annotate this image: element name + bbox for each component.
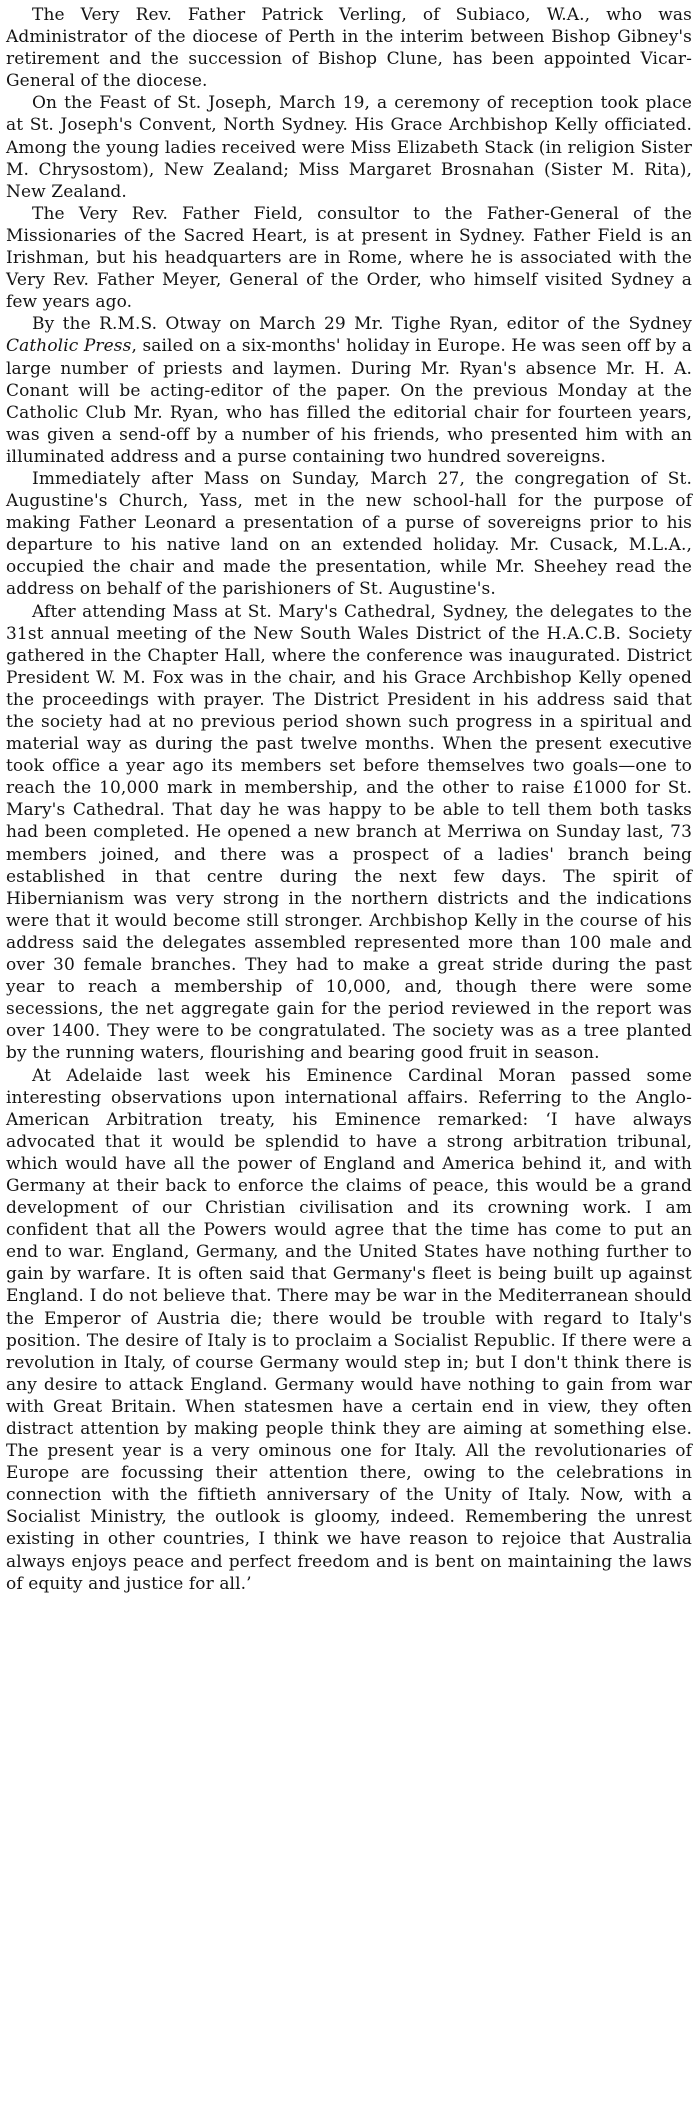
paragraph-cardinal-moran <box>6 1065 692 1595</box>
paragraph-tighe-ryan <box>6 313 692 468</box>
text-run: After attending Mass at St. Mary's Cathedral, Sydney, the delegates to the 31st annual meeting of the New South Wales District of the H.A.C.B. Society gathered in the Chapter Hall, where the conference was inaugurated. District President W. M. Fox was in the chair, and his Grace Archbishop Kelly opened the proceedings with prayer. The District President in his address said that the society had at no previous period shown such progress in a spiritual and material way as during the past twelve months. When the present executive took office a year ago its members set before themselves two goals—one to reach the 10,000 mark in membership, and the other to raise £1000 for St. Mary's Cathedral. That day he was happy to be able to tell them both tasks had been completed. He opened a new branch at Merriwa on Sunday last, 73 members joined, and there was a prospect of a ladies' branch being established in that centre during the next few days. The spirit of Hibernianism was very strong in the northern districts and the indications were that it would become still stronger. Archbishop Kelly in the course of his address said the delegates assembled represented more than 100 male and over 30 female branches. They had to make a great stride during the past year to reach a membership of 10,000, and, though there were some secessions, the net aggregate gain for the period reviewed in the report was over 1400. They were to be congratulated. The society was as a tree planted by the running waters, flourishing and bearing good fruit in season. <box>6 601 692 1064</box>
paragraph-reception-ceremony <box>6 92 692 202</box>
text-run: The Very Rev. Father Patrick Verling, of Subiaco, W.A., who was Administrator of the diocese of Perth in the interim between Bishop Gibney's retirement and the succession of Bishop Clune, has been appointed Vicar-General of the diocese. <box>6 5 692 92</box>
text-run: The Very Rev. Father Field, consultor to the Father-General of the Missionaries of the Sacred Heart, is at present in Sydney. Father Field is an Irishman, but his headquarters are in Rome, where he is associated with the Very Rev. Father Meyer, General of the Order, who himself visited Sydney a few years ago. <box>6 203 692 313</box>
text-run: , sailed on a six-months' holiday in Europe. He was seen off by a large number of priests and laymen. During Mr. Ryan's absence Mr. H. A. Conant will be acting-editor of the paper. On the previous Monday at the Catholic Club Mr. Ryan, who has filled the editorial chair for fourteen years, was given a send-off by a number of his friends, who presented him with an illuminated address and a purse containing two hundred sovereigns. <box>6 336 692 467</box>
text-run: On the Feast of St. Joseph, March 19, a ceremony of reception took place at St. Joseph's Convent, North Sydney. His Grace Archbishop Kelly officiated. Among the young ladies received were Miss Elizabeth Stack (in religion Sister M. Chrysostom), New Zealand; Miss Margaret Brosnahan (Sister M. Rita), New Zealand. <box>6 93 692 202</box>
italic-title: Catholic Press <box>6 336 132 357</box>
paragraph-father-field <box>6 203 692 313</box>
article-column <box>6 4 692 1595</box>
text-run: Immediately after Mass on Sunday, March 27, the congregation of St. Augustine's Church, Yass, met in the new school-hall for the purpose of making Father Leonard a presentation of a purse of sovereigns prior to his departure to his native land on an extended holiday. Mr. Cusack, M.L.A., occupied the chair and made the presentation, while Mr. Sheehey read the address on behalf of the parishioners of St. Augustine's. <box>6 468 692 600</box>
paragraph-yass-presentation <box>6 468 692 601</box>
paragraph-verling-appointment <box>6 4 692 92</box>
text-run: At Adelaide last week his Eminence Cardinal Moran passed some interesting observations upon international affairs. Referring to the Anglo-American Arbitration treaty, his Eminence remarked: ‘I have always advocated that it would be splendid to have a strong arbitration tribunal, which would have all the power of England and America behind it, and with Germany at their back to enforce the claims of peace, this would be a grand development of our Christian civilisation and its crowning work. I am confident that all the Powers would agree that the time has come to put an end to war. England, Germany, and the United States have nothing further to gain by warfare. It is often said that Germany's fleet is being built up against England. I do not believe that. There may be war in the Mediterranean should the Emperor of Austria die; there would be trouble with regard to Italy's position. The desire of Italy is to proclaim a Socialist Republic. If there were a revolution in Italy, of course Germany would step in; but I don't think there is any desire to attack England. Germany would have nothing to gain from war with Great Britain. When statesmen have a certain end in view, they often distract attention by making people think they are aiming at something else. The present year is a very ominous one for Italy. All the revolutionaries of Europe are focussing their attention there, owing to the celebrations in connection with the fiftieth anniversary of the Unity of Italy. Now, with a Socialist Ministry, the outlook is gloomy, indeed. Remembering the unrest existing in other countries, I think we have reason to rejoice that Australia always enjoys peace and perfect freedom and is bent on maintaining the laws of equity and justice for all.’ <box>6 1065 692 1594</box>
paragraph-hacb-conference <box>6 601 692 1065</box>
text-run: By the R.M.S. Otway on March 29 Mr. Tighe Ryan, editor of the Sydney <box>32 314 692 335</box>
